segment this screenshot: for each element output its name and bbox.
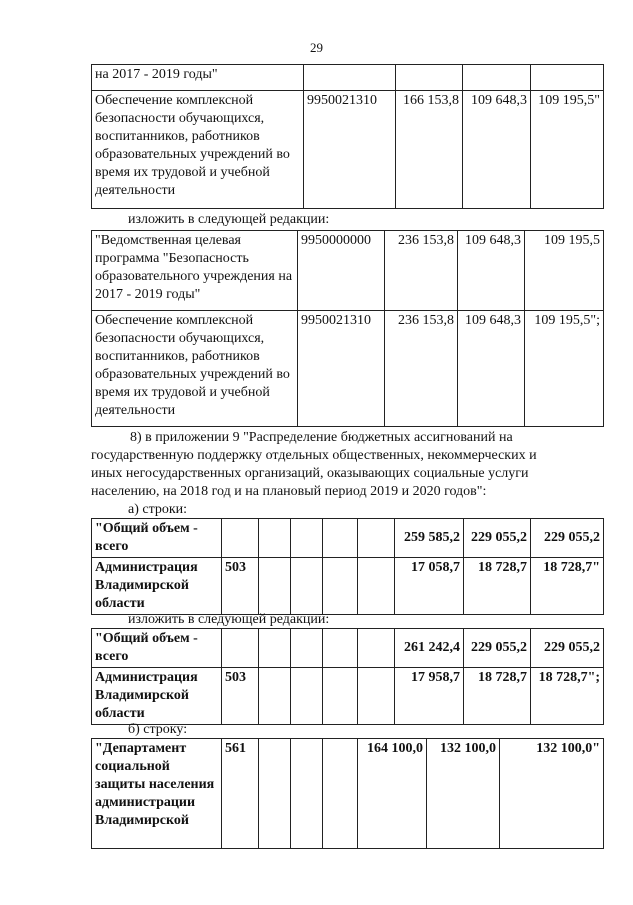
name-cell: "Департамент социальной защиты населения администрации Владимирской: [92, 739, 222, 849]
empty-cell: [323, 519, 358, 558]
empty-cell: [291, 629, 323, 668]
paragraph-line: населению, на 2018 год и на плановый период 2019 и 2020 годов":: [91, 484, 487, 499]
paragraph-line: иных негосударственных организаций, оказывающих социальные услуги: [91, 466, 529, 481]
table-1: [91, 64, 604, 209]
code-cell: 9950021310: [304, 91, 396, 209]
name-cell: Обеспечение комплексной безопасности обучающихся, воспитанников, работников образовательных учреждений во время их трудовой и учебной деятельности: [92, 91, 304, 209]
value-cell: 109 648,3: [458, 231, 525, 311]
table-row: [92, 739, 604, 849]
code-cell: [304, 65, 396, 91]
name-cell: на 2017 - 2019 годы": [92, 65, 304, 91]
value-cell: 261 242,4: [395, 629, 464, 668]
table-row: [92, 65, 604, 91]
value-cell: 109 648,3: [458, 311, 525, 427]
value-cell: 109 648,3: [463, 91, 531, 209]
table-row: [92, 519, 604, 558]
empty-cell: [323, 558, 358, 615]
paragraph-8: [91, 429, 606, 501]
value-cell: 17 958,7: [395, 668, 464, 725]
table-row: [92, 91, 604, 209]
value-cell: 229 055,2: [464, 629, 531, 668]
value-cell: 132 100,0: [427, 739, 500, 849]
empty-cell: [323, 668, 358, 725]
value-cell: 17 058,7: [395, 558, 464, 615]
instruction-text: б) строку:: [128, 722, 188, 737]
empty-cell: [358, 519, 395, 558]
table-row: [92, 231, 604, 311]
paragraph-line: государственную поддержку отдельных общественных, некоммерческих и: [91, 448, 537, 463]
name-cell: Администрация Владимирской области: [92, 558, 222, 615]
table-4: [91, 628, 604, 725]
value-cell: 164 100,0: [358, 739, 427, 849]
value-cell: 18 728,7: [464, 668, 531, 725]
name-cell: "Ведомственная целевая программа "Безопасность образовательного учреждения на 2017 - 2019 годы": [92, 231, 298, 311]
value-cell: 132 100,0": [500, 739, 604, 849]
value-cell: 109 195,5";: [525, 311, 604, 427]
empty-cell: [259, 739, 291, 849]
value-cell: 236 153,8: [385, 231, 458, 311]
empty-cell: [259, 668, 291, 725]
code-cell: 561: [222, 739, 259, 849]
code-cell: [222, 629, 259, 668]
name-cell: "Общий объем - всего: [92, 629, 222, 668]
empty-cell: [259, 558, 291, 615]
value-cell: [531, 65, 604, 91]
paragraph-line: 8) в приложении 9 "Распределение бюджетных ассигнований на: [130, 430, 513, 445]
empty-cell: [291, 558, 323, 615]
code-cell: 503: [222, 668, 259, 725]
empty-cell: [259, 629, 291, 668]
name-cell: "Общий объем - всего: [92, 519, 222, 558]
value-cell: 229 055,2: [531, 629, 604, 668]
code-cell: 9950000000: [298, 231, 385, 311]
value-cell: 109 195,5: [525, 231, 604, 311]
code-cell: [222, 519, 259, 558]
empty-cell: [358, 629, 395, 668]
table-row: [92, 668, 604, 725]
empty-cell: [259, 519, 291, 558]
empty-cell: [358, 668, 395, 725]
value-cell: 166 153,8: [396, 91, 463, 209]
empty-cell: [358, 558, 395, 615]
empty-cell: [291, 668, 323, 725]
instruction-text: изложить в следующей редакции:: [128, 612, 330, 627]
table-5: [91, 738, 604, 849]
code-cell: 9950021310: [298, 311, 385, 427]
empty-cell: [323, 739, 358, 849]
table-2: [91, 230, 604, 427]
empty-cell: [291, 519, 323, 558]
value-cell: 229 055,2: [531, 519, 604, 558]
instruction-text: изложить в следующей редакции:: [128, 212, 330, 227]
value-cell: 236 153,8: [385, 311, 458, 427]
value-cell: [396, 65, 463, 91]
value-cell: 18 728,7: [464, 558, 531, 615]
table-3: [91, 518, 604, 615]
table-row: [92, 629, 604, 668]
code-cell: 503: [222, 558, 259, 615]
empty-cell: [323, 629, 358, 668]
page-number: 29: [310, 40, 323, 55]
value-cell: 229 055,2: [464, 519, 531, 558]
value-cell: 259 585,2: [395, 519, 464, 558]
instruction-text: а) строки:: [128, 502, 188, 517]
value-cell: 109 195,5": [531, 91, 604, 209]
empty-cell: [291, 739, 323, 849]
value-cell: 18 728,7";: [531, 668, 604, 725]
value-cell: [463, 65, 531, 91]
name-cell: Администрация Владимирской области: [92, 668, 222, 725]
name-cell: Обеспечение комплексной безопасности обучающихся, воспитанников, работников образовательных учреждений во время их трудовой и учебной деятельности: [92, 311, 298, 427]
table-row: [92, 311, 604, 427]
table-row: [92, 558, 604, 615]
value-cell: 18 728,7": [531, 558, 604, 615]
